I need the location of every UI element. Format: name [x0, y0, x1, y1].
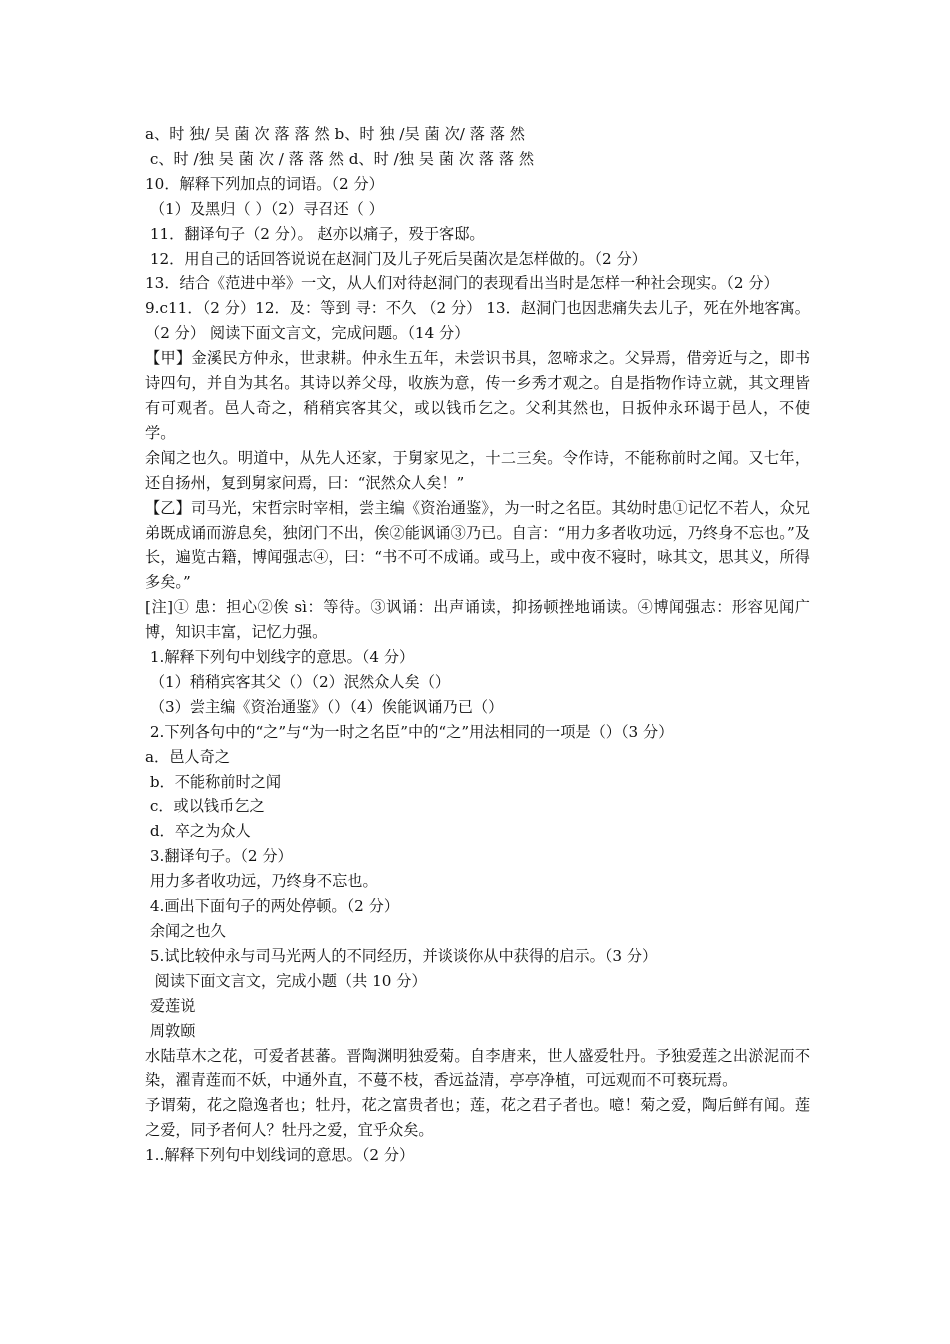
question-10: 10．解释下列加点的词语。（2 分） [145, 174, 384, 193]
q2-option-b: b．不能称前时之闻 [145, 772, 282, 791]
option-line-cd: c、时 /独 吴 菌 次 / 落 落 然 d、时 /独 吴 菌 次 落 落 然 [145, 149, 535, 168]
question-11: 11．翻译句子（2 分）。 赵亦以痛子，殁于客邸。 [145, 224, 485, 243]
q4-sentence: 余闻之也久 [145, 922, 226, 940]
essay-paragraph-2: 予谓菊，花之隐逸者也；牡丹，花之富贵者也；莲，花之君子者也。噫！菊之爱，陶后鲜有闻。莲之爱，同予者何人？牡丹之爱，宜乎众矣。 [145, 1096, 810, 1140]
reading-instruction: 阅读下面文言文，完成小题（共 10 分） [145, 971, 427, 990]
q3-sentence: 用力多者收功远，乃终身不忘也。 [145, 872, 378, 891]
question-13: 13．结合《范进中举》一文，从人们对待赵洞门的表现看出当时是怎样一种社会现实。（2 分） [145, 274, 779, 293]
passage-jia-2: 余闻之也久。明道中，从先人还家，于舅家见之，十二三矣。令作诗，不能称前时之闻。又七年，还自扬州，复到舅家问焉，曰：“泯然众人矣！” [145, 448, 810, 492]
annotation-note: [注]① 患：担心②俟 sì：等待。③讽诵：出声诵读，抑扬顿挫地诵读。④博闻强志：形容见闻广博，知识丰富，记忆力强。 [145, 598, 810, 642]
q1-items-2: （3）尝主编《资治通鉴》（）（4）俟能讽诵乃已（） [145, 697, 504, 716]
passage-yi: 【乙】司马光，宋哲宗时宰相，尝主编《资治通鉴》，为一时之名臣。其幼时患①记忆不若人，众兄弟既成诵而游息矣，独闭门不出，俟②能讽诵③乃已。自言：“用力多者收功远，乃终身不忘也。”及长，遍览古籍，博闻强志④，曰：“书不可不成诵。或马上，或中夜不寝时，咏其文，思其义，所得多矣。” [145, 498, 810, 592]
option-line-ab: a、时 独/ 吴 菌 次 落 落 然 b、时 独 /吴 菌 次/ 落 落 然 [145, 125, 525, 143]
q3-heading: 3.翻译句子。（2 分） [145, 847, 293, 866]
q2-option-d: d．卒之为众人 [145, 822, 251, 841]
passage-jia: 【甲】金溪民方仲永，世隶耕。仲永生五年，未尝识书具，忽啼求之。父异焉，借旁近与之，即书诗四句，并自为其名。其诗以养父母，收族为意，传一乡秀才观之。自是指物作诗立就，其文理皆有可观者。邑人奇之，稍稍宾客其父，或以钱币乞之。父利其然也，日扳仲永环谒于邑人，不使学。 [145, 349, 810, 442]
question-10-items: （1）及黑归（ ）（2）寻召还（ ） [145, 199, 384, 218]
q2-option-c: c．或以钱币乞之 [145, 797, 265, 816]
essay-author: 周敦颐 [145, 1021, 196, 1040]
q2-option-a: a．邑人奇之 [145, 747, 230, 766]
q1-items-1: （1）稍稍宾客其父（）（2）泯然众人矣（） [145, 672, 451, 691]
q4-heading: 4.画出下面句子的两处停顿。（2 分） [145, 897, 400, 916]
q1-heading: 1.解释下列句中划线字的意思。（4 分） [145, 648, 415, 667]
q2-heading: 2.下列各句中的“之”与“为一时之名臣”中的“之”用法相同的一项是（）（3 分） [145, 722, 674, 741]
answer-key: 9.c11．（2 分）12．及：等到 寻：不久 （2 分） 13．赵洞门也因悲痛失去儿子，死在外地客寓。（2 分） 阅读下面文言文，完成问题。（14 分） [145, 299, 810, 343]
final-question: 1..解释下列句中划线词的意思。（2 分） [145, 1146, 415, 1165]
essay-title: 爱莲说 [145, 996, 196, 1015]
question-12: 12．用自己的话回答说说在赵洞门及儿子死后吴菌次是怎样做的。（2 分） [145, 249, 647, 268]
document-body [145, 122, 810, 1168]
q5-heading: 5.试比较仲永与司马光两人的不同经历，并谈谈你从中获得的启示。（3 分） [145, 946, 658, 965]
essay-paragraph-1: 水陆草木之花，可爱者甚蕃。晋陶渊明独爱菊。自李唐来，世人盛爱牡丹。予独爱莲之出淤泥而不染，濯青莲而不妖，中通外直，不蔓不枝，香远益清，亭亭净植，可远观而不可亵玩焉。 [145, 1046, 810, 1090]
